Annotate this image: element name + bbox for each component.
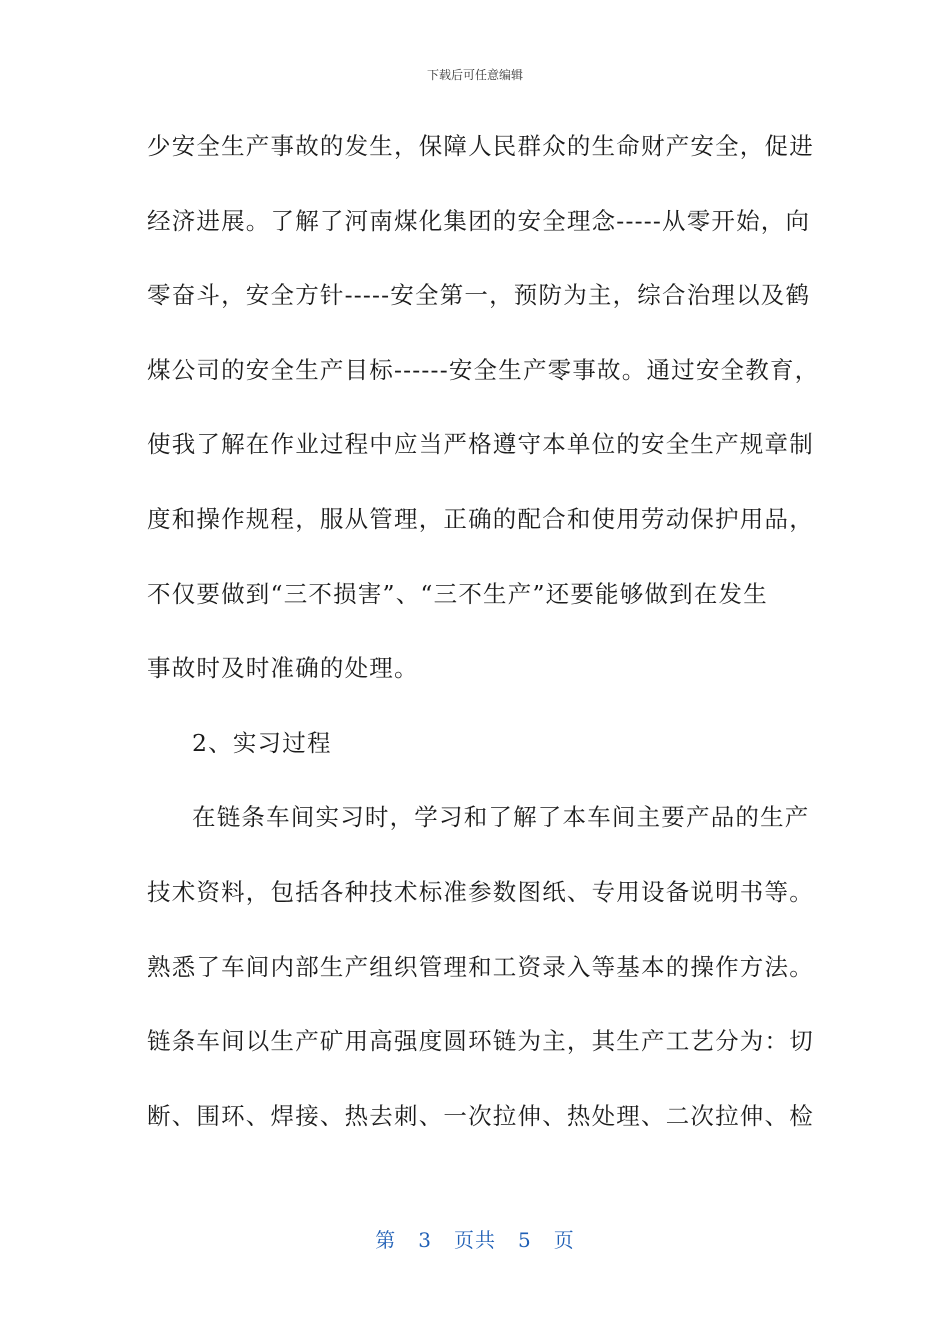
body-line: 少安全生产事故的发生，保障人民群众的生命财产安全，促进 [147, 132, 814, 160]
footer-prefix: 第 [375, 1228, 397, 1252]
current-page-number: 3 [418, 1228, 432, 1252]
body-line: 断、围环、焊接、热去刺、一次拉伸、热处理、二次拉伸、检 [147, 1101, 814, 1130]
page-header: 下载后可任意编辑 [426, 68, 523, 82]
footer-middle: 页共 [454, 1228, 496, 1252]
body-line: 煤公司的安全生产目标------安全生产零事故。通过安全教育， [147, 355, 820, 384]
body-line: 在链条车间实习时，学习和了解了本车间主要产品的生产 [192, 803, 810, 832]
footer-suffix: 页 [553, 1228, 575, 1252]
body-line: 链条车间以生产矿用高强度圆环链为主，其生产工艺分为：切 [147, 1027, 814, 1056]
body-line: 度和操作规程，服从管理，正确的配合和使用劳动保护用品， [147, 504, 814, 533]
body-line: 零奋斗，安全方针-----安全第一，预防为主，综合治理以及鹤 [147, 281, 811, 310]
body-line: 经济进展。了解了河南煤化集团的安全理念-----从零开始，向 [147, 206, 811, 235]
body-line: 技术资料，包括各种技术标准参数图纸、专用设备说明书等。 [147, 877, 814, 906]
page-footer [0, 1224, 950, 1253]
body-line: 不仅要做到“三不损害”、“三不生产”还要能够做到在发生 [147, 579, 768, 608]
body-line: 事故时及时准确的处理。 [147, 654, 419, 683]
section-heading: 2、实习过程 [192, 728, 332, 757]
body-line: 熟悉了车间内部生产组织管理和工资录入等基本的操作方法。 [147, 952, 814, 981]
total-pages-number: 5 [518, 1228, 532, 1252]
body-line: 使我了解在作业过程中应当严格遵守本单位的安全生产规章制 [147, 430, 814, 459]
document-body [147, 122, 820, 1166]
